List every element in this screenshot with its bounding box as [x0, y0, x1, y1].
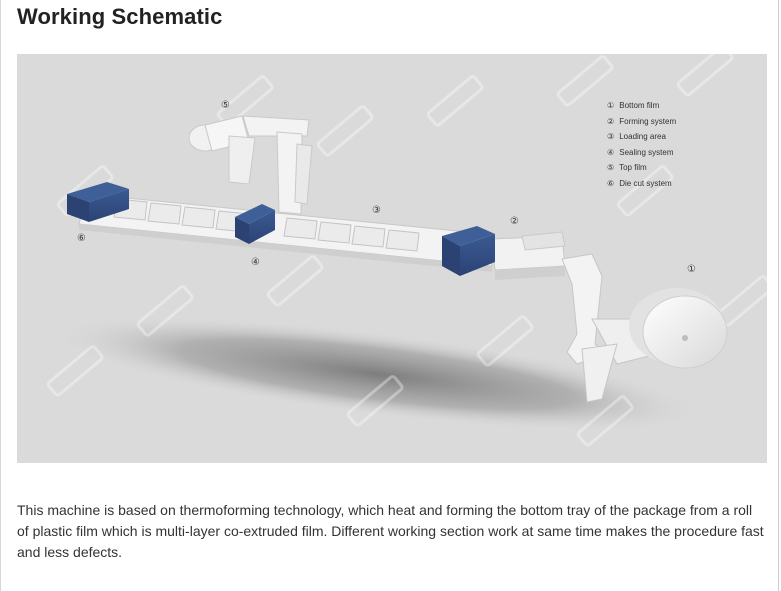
legend-number: ⑥ — [607, 178, 615, 188]
legend-label: Die cut system — [619, 178, 672, 188]
legend-label: Top film — [619, 163, 647, 172]
page-title: Working Schematic — [17, 4, 223, 29]
right-border — [778, 0, 779, 591]
callout-1: ① — [687, 264, 696, 275]
left-border — [0, 0, 1, 591]
legend-item — [607, 98, 676, 114]
callout-6: ⑥ — [77, 233, 86, 244]
callout-4: ④ — [251, 257, 260, 268]
callout-3: ③ — [372, 205, 381, 216]
legend-item — [607, 114, 676, 130]
legend-label: Sealing system — [619, 147, 674, 157]
description-paragraph: This machine is based on thermoforming technology, which heat and forming the bottom tray of the package from a roll of plastic film which is multi-layer co-extruded film. Different working section work at same time makes the procedure fast and less defects. — [17, 502, 764, 560]
legend-item — [607, 176, 676, 192]
diagram-legend — [607, 98, 676, 191]
legend-item — [607, 129, 676, 145]
schematic-image — [17, 54, 767, 463]
top-film-assembly — [189, 116, 312, 214]
legend-item — [607, 145, 676, 161]
legend-item — [607, 160, 676, 176]
legend-label: Bottom film — [619, 101, 660, 110]
legend-label: Loading area — [619, 132, 666, 141]
legend-number: ① — [607, 101, 615, 110]
legend-number: ③ — [607, 132, 615, 141]
callout-5: ⑤ — [221, 100, 230, 111]
legend-number: ② — [607, 116, 615, 126]
legend-number: ④ — [607, 147, 615, 157]
callout-2: ② — [510, 216, 519, 227]
legend-number: ⑤ — [607, 163, 615, 172]
forming-station — [492, 232, 565, 280]
legend-label: Forming system — [619, 116, 677, 126]
